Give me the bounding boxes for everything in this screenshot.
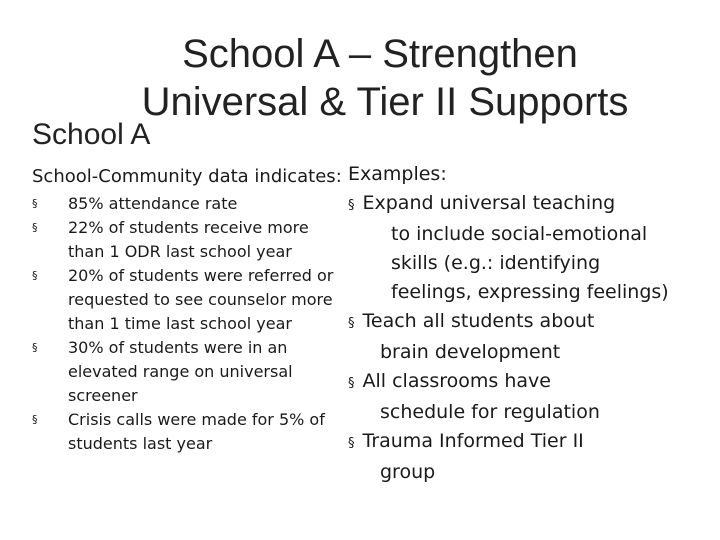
examples-list [348,189,698,487]
list-item-continuation: to include social-emotional [391,223,648,245]
list-item [348,189,698,307]
bullet-icon: § [348,376,355,391]
list-item [32,336,342,408]
list-item-text: Crisis calls were made for 5% of students last year [68,410,325,453]
bullet-icon: § [32,197,38,210]
school-subheading: School A [32,118,151,151]
examples-panel [348,160,698,487]
data-indicator-list [32,192,342,456]
list-item-text: Trauma Informed Tier II [362,430,584,452]
list-item-text: Teach all students about [362,310,595,332]
slide-title-line-2: Universal & Tier II Supports [141,80,629,124]
examples-heading: Examples: [348,163,447,185]
list-item [32,264,342,336]
bullet-icon: § [348,198,355,213]
bullet-icon: § [348,316,355,331]
list-item-continuation: group [380,461,436,483]
list-item [348,367,698,427]
bullet-icon: § [32,221,38,234]
list-item-text: Expand universal teaching [362,192,616,214]
list-item-text: All classrooms have [362,370,551,392]
list-item [32,216,342,264]
list-item [32,192,342,216]
list-item-text: 30% of students were in an elevated range on universal screener [68,338,293,405]
list-item-continuation: feelings, expressing feelings) [391,281,669,303]
list-item-continuation: brain development [380,341,561,363]
list-item-text: 20% of students were referred or requested to see counselor more than 1 time last school year [68,266,334,333]
data-indicators-panel [32,164,342,456]
list-item-text: 22% of students receive more than 1 ODR last school year [68,218,309,261]
list-item-text: 85% attendance rate [68,194,238,213]
list-item [348,427,698,487]
bullet-icon: § [32,341,38,354]
data-intro-text: School-Community data indicates: [32,166,342,187]
slide-title-line-1: School A – Strengthen [182,32,578,76]
bullet-icon: § [32,269,38,282]
bullet-icon: § [32,413,38,426]
bullet-icon: § [348,436,355,451]
list-item-continuation: skills (e.g.: identifying [391,252,601,274]
list-item [348,307,698,367]
list-item [32,408,342,456]
list-item-continuation: schedule for regulation [380,401,600,423]
slide-title [0,30,720,126]
